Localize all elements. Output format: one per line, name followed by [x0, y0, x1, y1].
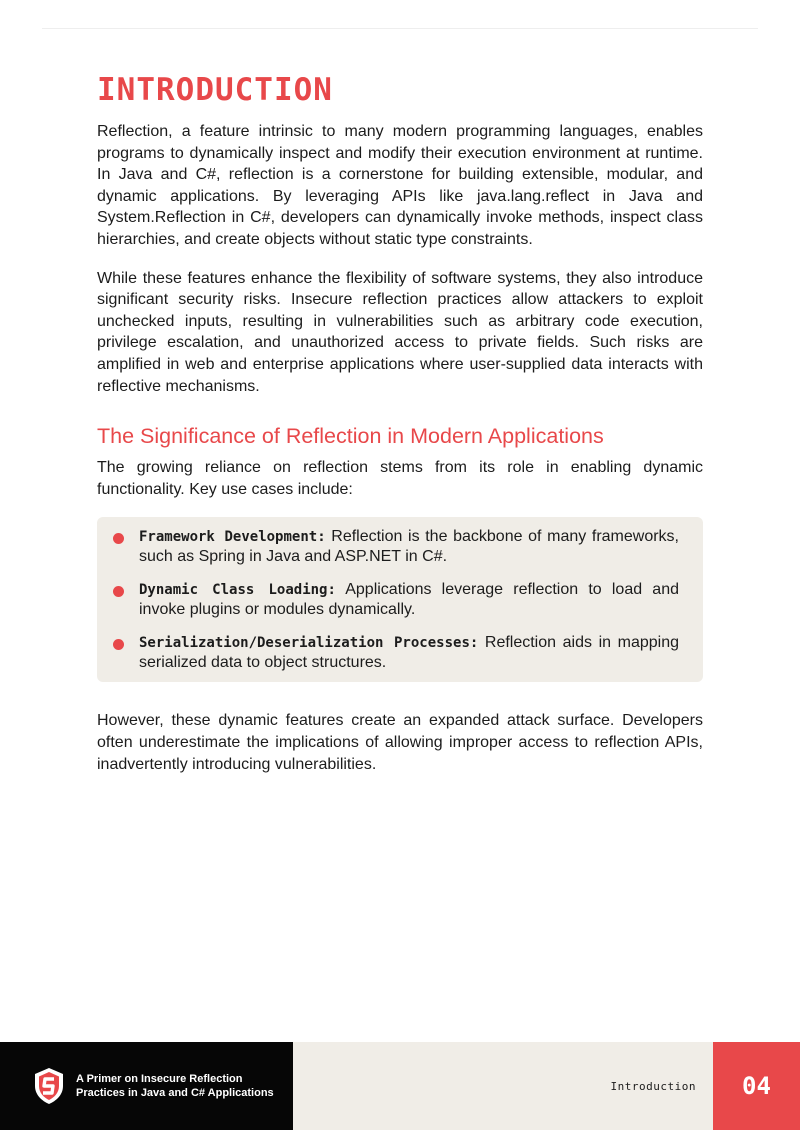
section-intro-paragraph: The growing reliance on reflection stems from its role in enabling dynamic functionality. Key use cases include: [97, 459, 703, 498]
footer-title-line: Practices in Java and C# Applications [76, 1087, 274, 1099]
closing-paragraph: However, these dynamic features create an expanded attack surface. Developers often underestimate the implications of allowing improper access to reflection APIs, inadvertently introducing vulnerabilities. [97, 712, 703, 773]
footer-brand-block [0, 1042, 293, 1130]
intro-paragraph-2: While these features enhance the flexibility of software systems, they also introduce significant security risks. Insecure reflection practices allow attackers to exploit unchecked inputs, resulting in vulnerabilities such as arbitrary code execution, privilege escalation, and unauthorized access to private fields. Such risks are amplified in web and enterprise applications where user-supplied data interacts with reflective mechanisms. [97, 269, 703, 395]
footer-title-line: A Primer on Insecure Reflection [76, 1073, 243, 1085]
list-item-text [139, 580, 679, 620]
list-item-term: Framework Development: [139, 529, 326, 546]
bullet-dot-icon [113, 586, 124, 597]
bullet-dot-icon [113, 639, 124, 650]
top-divider [42, 28, 758, 29]
bullet-dot-icon [113, 533, 124, 544]
intro-paragraph-1: Reflection, a feature intrinsic to many modern programming languages, enables programs to dynamically inspect and modify their execution environment at runtime. In Java and C#, reflection is a cornerstone for building extensible, modular, and dynamic applications. By leveraging APIs like java.lang.reflect in Java and System.Reflection in C#, developers can dynamically invoke methods, inspect class hierarchies, and create objects without static type constraints. [97, 123, 703, 248]
list-item-term: Serialization/Deserialization Processes: [139, 635, 479, 652]
shield-s-logo-icon [32, 1067, 66, 1105]
list-item [113, 580, 679, 620]
main-content [97, 70, 703, 775]
list-item-description: Reflection aids in mapping serialized data to object structures. [139, 634, 679, 672]
footer-book-title [76, 1072, 274, 1100]
use-cases-callout [97, 517, 703, 682]
footer-section-label: Introduction [610, 1079, 696, 1093]
footer-section-block [293, 1042, 713, 1130]
page-title: INTRODUCTION [97, 72, 333, 108]
list-item [113, 527, 679, 567]
section-heading: The Significance of Reflection in Modern Applications [97, 424, 604, 449]
page-number: 04 [713, 1042, 800, 1130]
list-item-description: Reflection is the backbone of many frameworks, such as Spring in Java and ASP.NET in C#. [139, 528, 679, 566]
list-item-description: Applications leverage reflection to load and invoke plugins or modules dynamically. [139, 581, 679, 619]
list-item-text [139, 633, 679, 673]
page-footer [0, 1042, 800, 1130]
list-item-text [139, 527, 679, 567]
list-item [113, 633, 679, 673]
list-item-term: Dynamic Class Loading: [139, 582, 336, 599]
